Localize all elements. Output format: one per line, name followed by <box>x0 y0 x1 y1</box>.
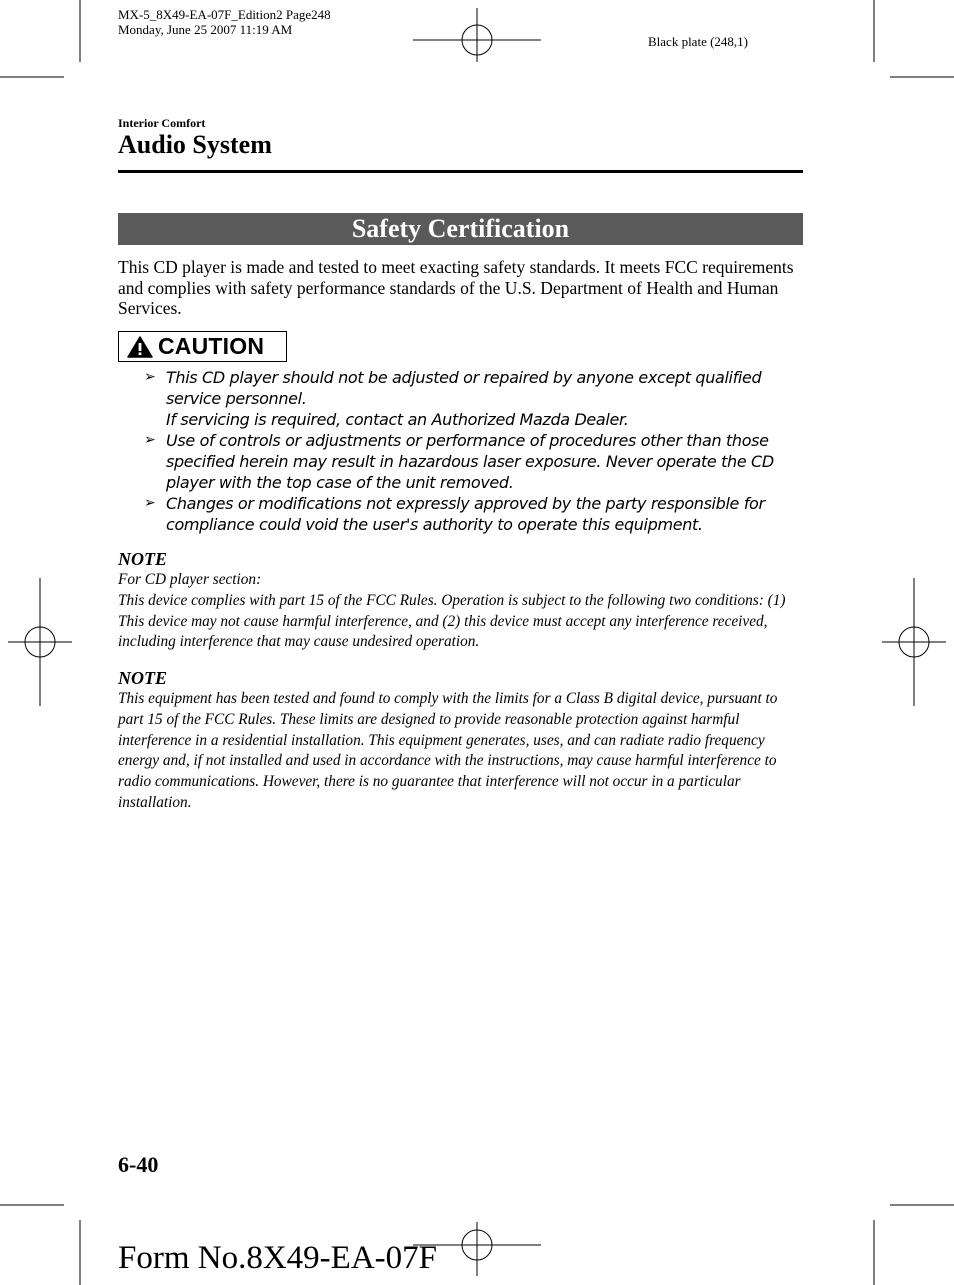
form-number: Form No.8X49-EA-07F <box>118 1240 437 1276</box>
print-meta <box>118 7 331 37</box>
warning-triangle-icon <box>127 336 153 358</box>
note-lead: For CD player section: <box>118 571 262 588</box>
caution-item <box>118 430 788 493</box>
caution-item-text: Use of controls or adjustments or performance of procedures other than those specified herein may result in hazardous laser exposure. Never operate the CD player with the top case of the unit removed. <box>166 431 774 492</box>
section-label: Interior Comfort <box>118 116 206 130</box>
caution-item <box>118 493 788 535</box>
note-block <box>118 549 798 653</box>
caution-item <box>118 367 788 430</box>
print-timestamp: Monday, June 25 2007 11:19 AM <box>118 22 293 37</box>
note-text: This equipment has been tested and found to comply with the limits for a Class B digital device, pursuant to part 15 of the FCC Rules. These limits are designed to provide reasonable protection against harmful interference in a residential installation. This equipment generates, uses, and can radiate radio frequency energy and, if not installed and used in accordance with the instructions, may cause harmful interference to radio communications. However, there is no guarantee that interference will not occur in a particular installation. <box>118 690 778 811</box>
note-block <box>118 668 798 814</box>
section-banner: Safety Certification <box>118 213 803 245</box>
intro-paragraph: This CD player is made and tested to meet exacting safety standards. It meets FCC requirements and complies with safety performance standards of the U.S. Department of Health and Human Services. <box>118 257 794 318</box>
bullet-arrow-icon: ➢ <box>144 495 156 511</box>
bullet-arrow-icon: ➢ <box>144 432 156 448</box>
page-number: 6-40 <box>118 1152 159 1177</box>
note-text: This device complies with part 15 of the FCC Rules. Operation is subject to the following two conditions: (1) This device may not cause harmful interference, and (2) this device must accept any interference received, including interference that may cause undesired operation. <box>118 591 786 651</box>
caution-label: CAUTION <box>158 333 265 359</box>
black-plate-label: Black plate (248,1) <box>648 34 748 49</box>
print-file-name: MX-5_8X49-EA-07F_Edition2 Page248 <box>118 7 331 22</box>
caution-box <box>118 331 287 362</box>
note-title: NOTE <box>118 549 167 569</box>
caution-item-subtext: If servicing is required, contact an Authorized Mazda Dealer. <box>166 410 629 429</box>
chapter-rule <box>118 170 803 173</box>
bullet-arrow-icon: ➢ <box>144 369 156 385</box>
note-title: NOTE <box>118 668 167 688</box>
caution-list <box>118 367 788 535</box>
caution-item-text: Changes or modifications not expressly approved by the party responsible for compliance could void the user's authority to operate this equipment. <box>166 494 765 534</box>
caution-item-text: This CD player should not be adjusted or repaired by anyone except qualified service personnel. <box>166 368 762 408</box>
chapter-title: Audio System <box>118 130 272 159</box>
